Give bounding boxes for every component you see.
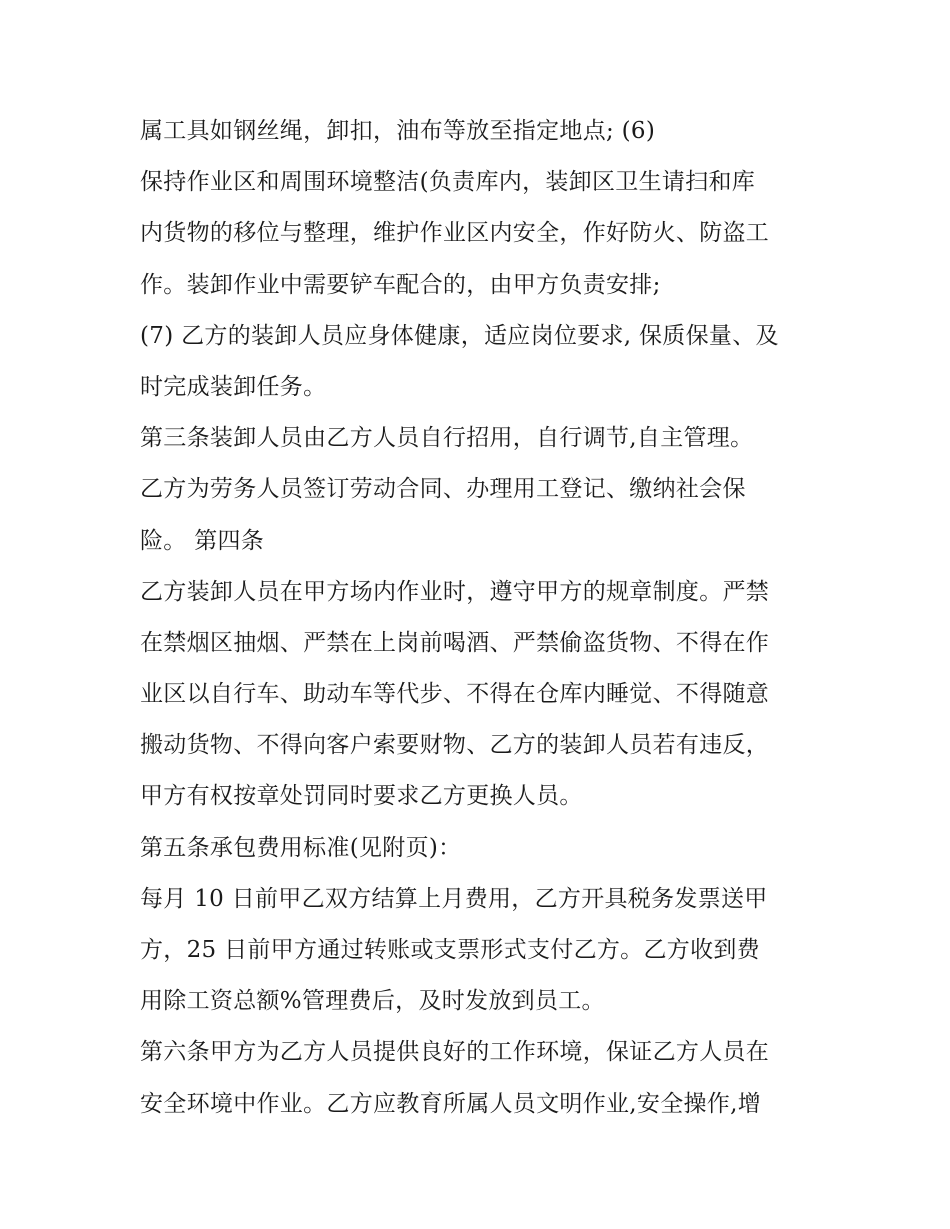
text-line: 属工具如钢丝绳，卸扣，油布等放至指定地点; (6)	[140, 118, 656, 144]
text-line: 安全环境中作业。乙方应教育所属人员文明作业,安全操作,增	[140, 1090, 762, 1117]
text-line: 每月 10 日前甲乙双方结算上月费用，乙方开具税务发票送甲	[140, 885, 768, 912]
text-line: 内货物的移位与整理，维护作业区内安全，作好防火、防盗工	[140, 220, 770, 247]
text-line: 业区以自行车、助动车等代步、不得在仓库内睡觉、不得随意	[140, 681, 770, 708]
text-line: (7) 乙方的装卸人员应身体健康，适应岗位要求, 保质保量、及	[140, 322, 779, 349]
text-line: 乙方为劳务人员签订劳动合同、办理用工登记、缴纳社会保	[140, 476, 746, 503]
text-line: 甲方有权按章处罚同时要求乙方更换人员。	[140, 783, 583, 810]
text-line: 用除工资总额%管理费后，及时发放到员工。	[140, 988, 605, 1015]
text-line: 作。装卸作业中需要铲车配合的，由甲方负责安排;	[140, 271, 661, 298]
text-line: 保持作业区和周围环境整洁(负责库内，装卸区卫生请扫和库	[140, 169, 756, 196]
text-line: 搬动货物、不得向客户索要财物、乙方的装卸人员若有违反，	[140, 732, 770, 759]
text-line: 险。 第四条	[140, 527, 265, 554]
text-line: 第三条装卸人员由乙方人员自行招用，自行调节,自主管理。	[140, 425, 754, 452]
text-line: 在禁烟区抽烟、严禁在上岗前喝酒、严禁偷盗货物、不得在作	[140, 629, 770, 656]
text-line: 时完成装卸任务。	[140, 373, 327, 400]
text-line: 第六条甲方为乙方人员提供良好的工作环境，保证乙方人员在	[140, 1039, 770, 1066]
document-body	[140, 110, 830, 1134]
text-line: 第五条承包费用标准(见附页)：	[140, 834, 462, 861]
text-line: 乙方装卸人员在甲方场内作业时，遵守甲方的规章制度。严禁	[140, 578, 770, 605]
text-line: 方，25 日前甲方通过转账或支票形式支付乙方。乙方收到费	[140, 937, 760, 963]
